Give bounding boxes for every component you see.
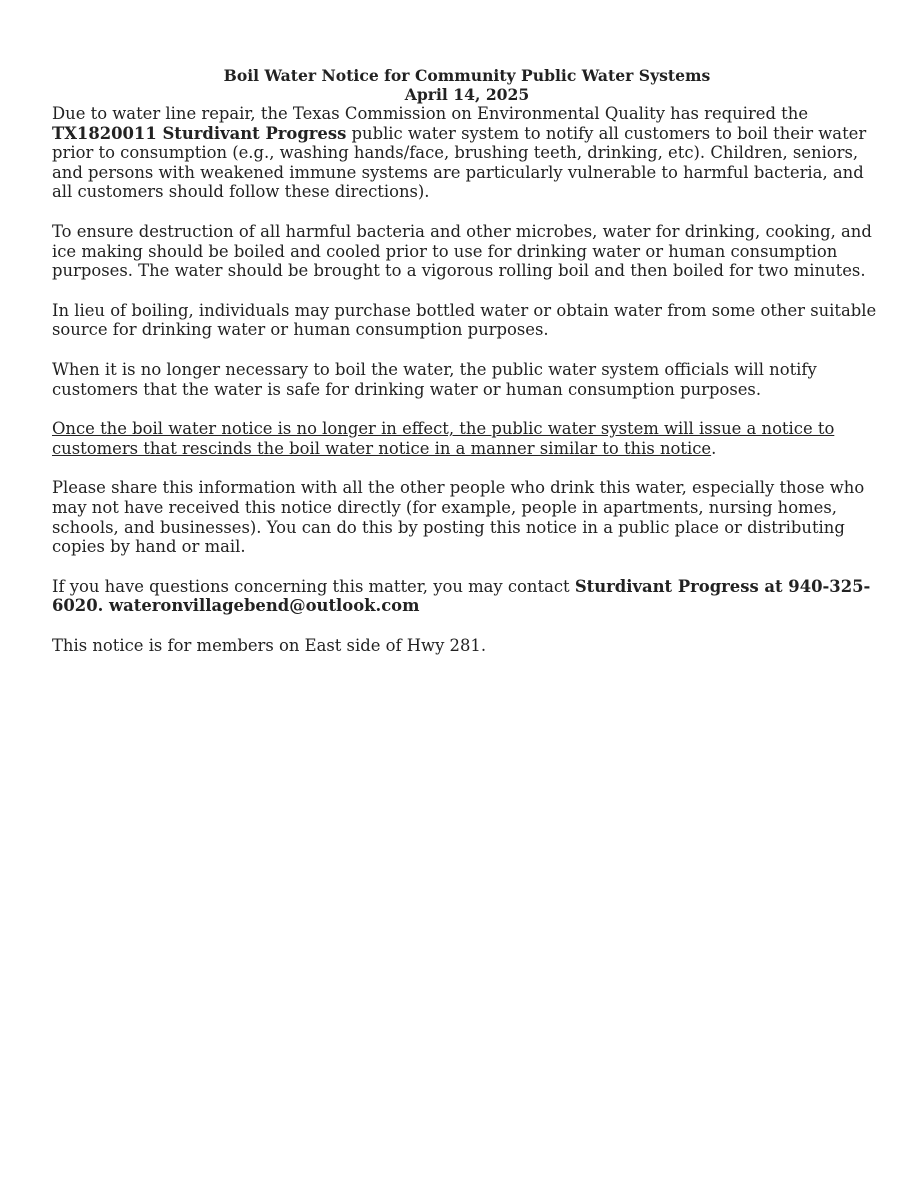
contact-info: Sturdivant Progress at 940-325-6020. wateronvillagebend@outlook.com: [52, 576, 871, 616]
paragraph-alternatives: In lieu of boiling, individuals may purchase bottled water or obtain water from some other suitable source for drinking water or human consumption purposes.: [52, 300, 877, 340]
paragraph-rescind-period: .: [711, 438, 717, 458]
paragraph-notification: When it is no longer necessary to boil the water, the public water system officials will notify customers that the water is safe for drinking water or human consumption purposes.: [52, 359, 817, 399]
notice-title: Boil Water Notice for Community Public Water Systems: [223, 66, 711, 85]
paragraph-contact: [52, 577, 882, 616]
paragraph-reason-text-1: Due to water line repair, the Texas Commission on Environmental Quality has required the: [52, 104, 809, 123]
paragraph-rescind: [52, 419, 882, 458]
system-id: TX1820011 Sturdivant Progress: [52, 123, 347, 143]
paragraph-reason: [52, 104, 882, 202]
paragraph-contact-text: If you have questions concerning this matter, you may contact: [52, 576, 575, 596]
notice-page: [52, 66, 882, 675]
paragraph-scope: This notice is for members on East side of Hwy 281.: [52, 635, 487, 655]
notice-date: April 14, 2025: [404, 85, 530, 104]
paragraph-boil-instructions: To ensure destruction of all harmful bacteria and other microbes, water for drinking, cooking, and ice making should be boiled and cooled prior to use for drinking water or human consumption purposes. The water should be brought to a vigorous rolling boil and then boiled for two minutes.: [52, 221, 872, 281]
paragraph-reason-text-2: public water system to notify all customers to boil their water prior to consumption (e.g., washing hands/face, brushing teeth, drinking, etc). Children, seniors, and persons with weakened immune systems are particularly vulnerable to harmful bacteria, and all customers should follow these directions).: [52, 123, 867, 202]
paragraph-share: Please share this information with all the other people who drink this water, especially those who may not have received this notice directly (for example, people in apartments, nursing homes, schools, and businesses). You can do this by posting this notice in a public place or distributing copies by hand or mail.: [52, 478, 865, 557]
paragraph-rescind-text: Once the boil water notice is no longer in effect, the public water system will issue a notice to customers that rescinds the boil water notice in a manner similar to this notice: [52, 419, 835, 458]
